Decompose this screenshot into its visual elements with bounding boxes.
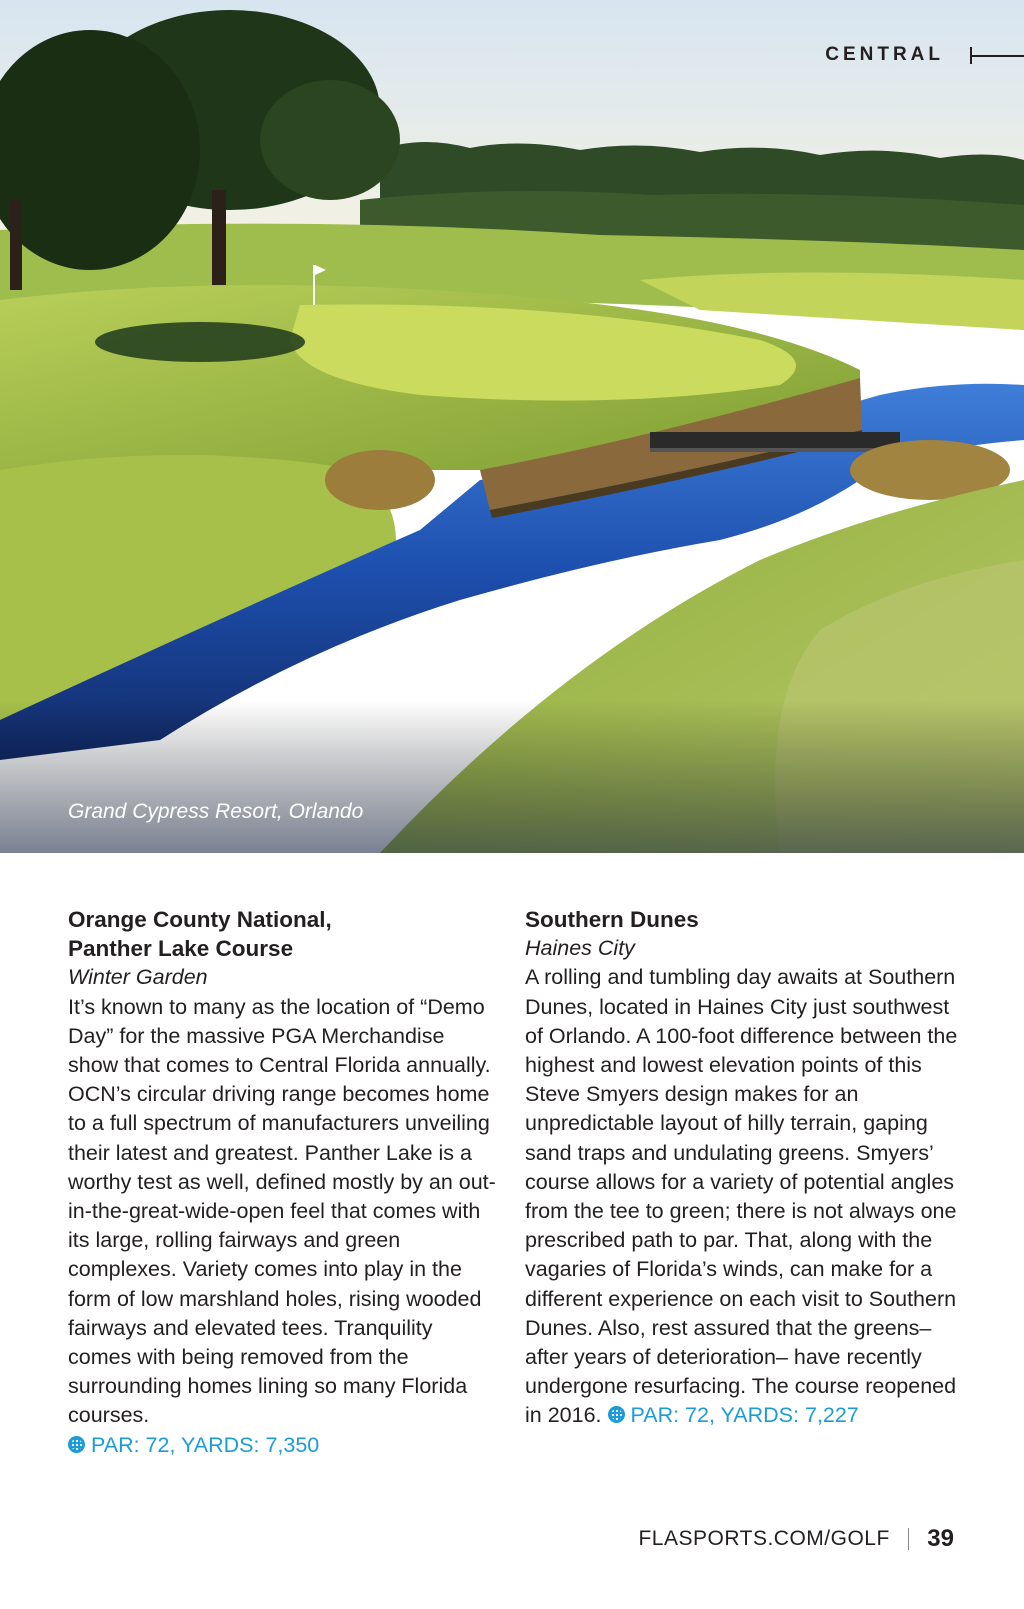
course-stats	[608, 1403, 859, 1427]
section-rule	[971, 55, 1024, 57]
course-name-line-2: Panther Lake Course	[68, 936, 294, 962]
course-location: Winter Garden	[68, 965, 208, 990]
page-footer	[638, 1525, 954, 1553]
section-label: CENTRAL	[825, 44, 944, 65]
golf-ball-icon	[68, 1436, 85, 1453]
page-number: 39	[927, 1525, 954, 1552]
golf-ball-icon	[608, 1406, 625, 1423]
course-description	[525, 963, 965, 1430]
course-description-text: It’s known to many as the location of “Demo Day” for the massive PGA Merchandise show that comes to Central Florida annually. OCN’s circular driving range becomes home to a full spectrum of manufacturers unveiling their latest and greatest. Panther Lake is a worthy test as well, defined mostly by an out-in-the-great-wide-open feel that comes with its large, rolling fairways and green complexes. Variety comes into play in the form of low marshland holes, rising wooded fairways and elevated tees. Tranquility comes with being removed from the surrounding homes lining so many Florida courses.	[68, 994, 496, 1428]
course-stats-text: PAR: 72, YARDS: 7,350	[91, 1432, 320, 1457]
course-description-text: A rolling and tumbling day awaits at Southern Dunes, located in Haines City just southwest of Orlando. A 100-foot difference between the highest and lowest elevation points of this Steve Smyers design makes for an unpredictable layout of hilly terrain, gaping sand traps and undulating greens. Smyers’ course allows for a variety of potential angles from the tee to green; there is not always one prescribed path to par. That, along with the vagaries of Florida’s winds, can make for a different experience on each visit to Southern Dunes. Also, rest assured that the greens–after years of deterioration– have recently undergone resurfacing. The course reopened in 2016.	[525, 965, 958, 1428]
footer-site-url[interactable]: FLASPORTS.COM/GOLF	[638, 1527, 890, 1550]
course-article-southern-dunes	[525, 905, 965, 1431]
course-location: Haines City	[525, 936, 635, 961]
course-name: Southern Dunes	[525, 907, 699, 932]
photo-caption: Grand Cypress Resort, Orlando	[68, 800, 364, 823]
course-stats-text: PAR: 72, YARDS: 7,227	[630, 1403, 859, 1428]
course-name	[68, 905, 498, 963]
course-name-line-1: Orange County National,	[68, 907, 332, 932]
course-description	[68, 993, 498, 1460]
course-article-orange-county-national	[68, 905, 498, 1460]
course-stats	[68, 1433, 319, 1457]
footer-divider	[908, 1528, 910, 1550]
